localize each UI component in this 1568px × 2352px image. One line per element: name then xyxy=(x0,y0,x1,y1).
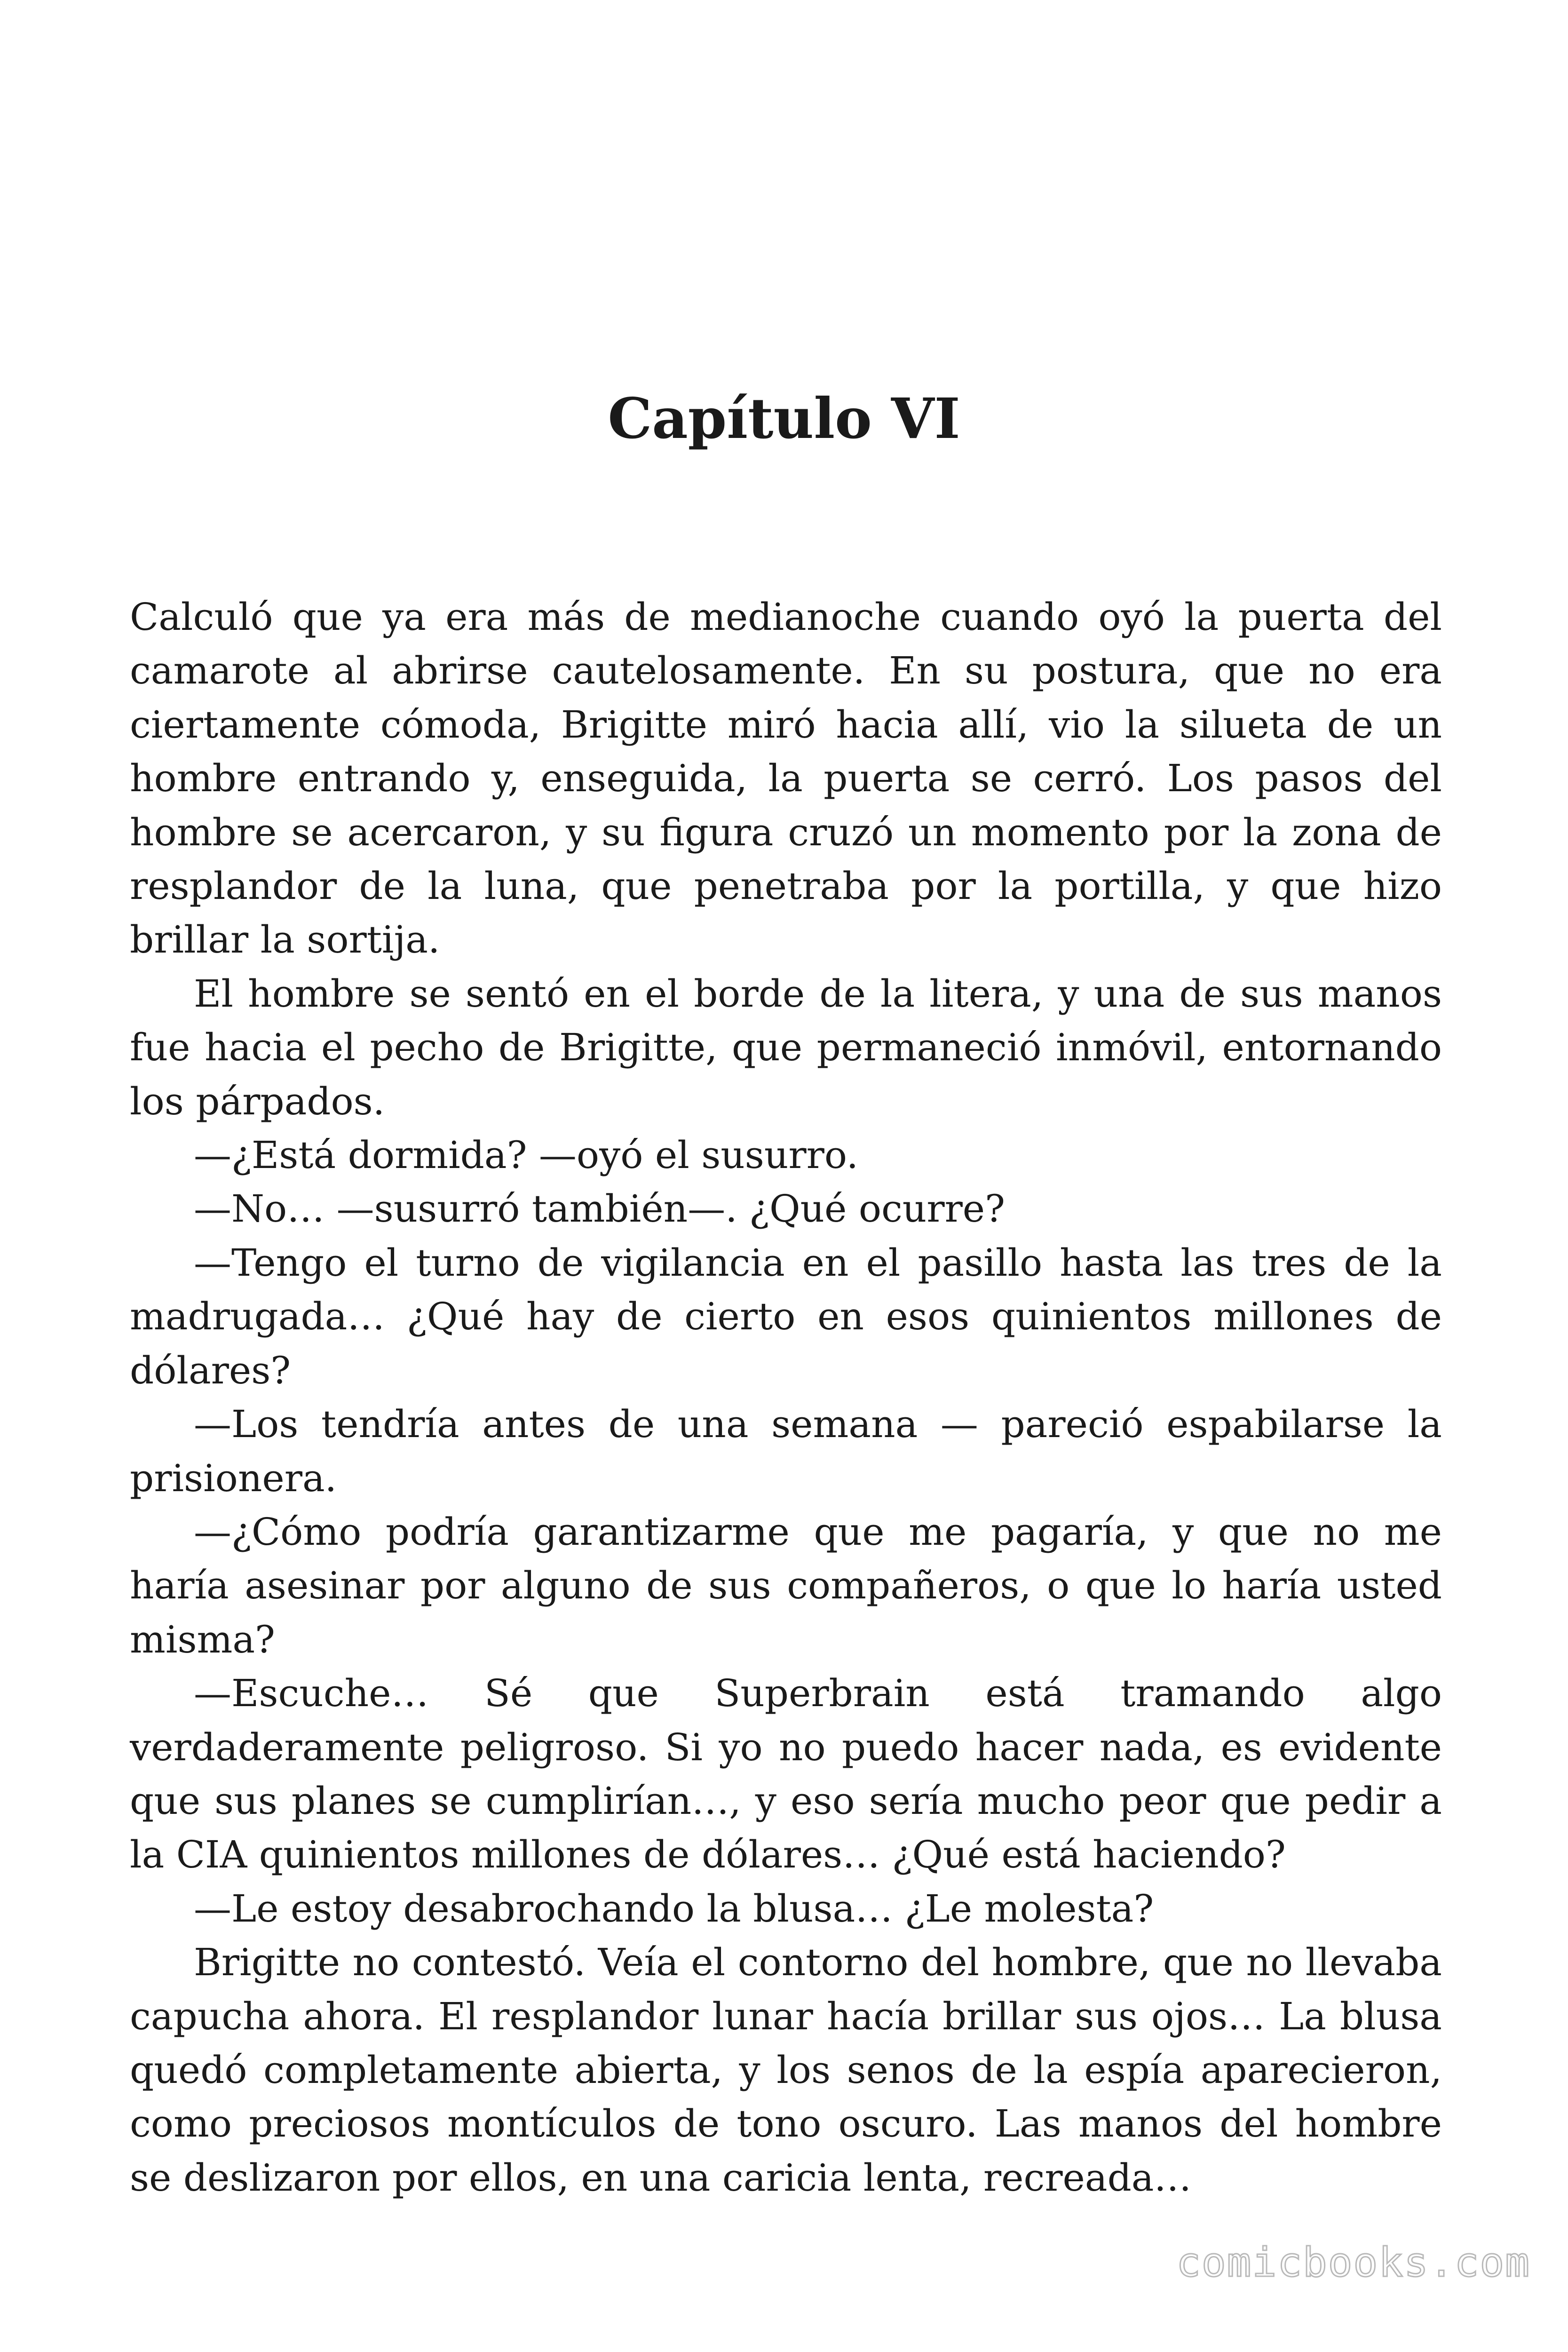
dialogue-line: —¿Cómo podría garantizarme que me pagaría, y que no me haría asesinar por alguno de sus compañeros, o que lo haría usted misma? xyxy=(130,1510,1442,1661)
dialogue-line: —Escuche… Sé que Superbrain está tramando algo verdaderamente peligroso. Si yo no puedo hacer nada, es evidente que sus planes se cumplirían…, y eso sería mucho peor que pedir a la CIA quinientos millones de dólares… ¿Qué está haciendo? xyxy=(130,1671,1442,1877)
paragraph: Calculó que ya era más de medianoche cuando oyó la puerta del camarote al abrirse cautelosamente. En su postura, que no era ciertamente cómoda, Brigitte miró hacia allí, vio la silueta de un hombre entrando y, enseguida, la puerta se cerró. Los pasos del hombre se acercaron, y su figura cruzó un momento por la zona de resplandor de la luna, que penetraba por la portilla, y que hizo brillar la sortija. xyxy=(130,595,1442,962)
chapter-body xyxy=(130,590,1442,2205)
dialogue-line: —¿Está dormida? —oyó el susurro. xyxy=(194,1133,859,1177)
dialogue-line: —No… —susurró también—. ¿Qué ocurre? xyxy=(194,1187,1006,1231)
paragraph: Brigitte no contestó. Veía el contorno del hombre, que no llevaba capucha ahora. El resplandor lunar hacía brillar sus ojos… La blusa quedó completamente abierta, y los senos de la espía aparecieron, como preciosos montículos de tono oscuro. Las manos del hombre se deslizaron por ellos, en una caricia lenta, recreada… xyxy=(130,1940,1442,2200)
dialogue-line: —Los tendría antes de una semana — pareció espabilarse la prisionera. xyxy=(130,1402,1442,1500)
dialogue-line: —Tengo el turno de vigilancia en el pasillo hasta las tres de la madrugada… ¿Qué hay de cierto en esos quinientos millones de dólares? xyxy=(130,1240,1442,1392)
paragraph: El hombre se sentó en el borde de la litera, y una de sus manos fue hacia el pecho de Brigitte, que permaneció inmóvil, entornando los párpados. xyxy=(130,971,1442,1123)
chapter-title: Capítulo VI xyxy=(608,386,960,451)
dialogue-line: —Le estoy desabrochando la blusa… ¿Le molesta? xyxy=(194,1886,1154,1931)
watermark-logo: comicbooks.com xyxy=(1176,2239,1530,2286)
